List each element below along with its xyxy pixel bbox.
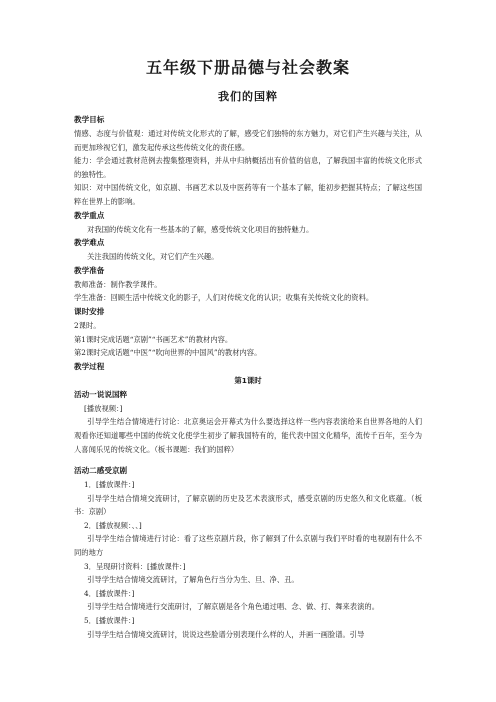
goal-paragraph: 知识：对中国传统文化，如京剧、书画艺术以及中医药等有一个基本了解，能初步把握其特点；了解这些国粹在世界上的影响。 <box>74 183 422 206</box>
activity2-line: 3．呈现研讨资料：[播放课件：] <box>84 561 186 571</box>
schedule-heading: 课时安排 <box>74 306 105 316</box>
goal-paragraph: 情感、态度与价值观：通过对传统文化形式的了解，感受它们独特的东方魅力，对它们产生兴趣与关注，从而更加珍视它们，激发起传承这些传统文化的责任感。 <box>74 129 422 152</box>
schedule-line: 2课时。 <box>74 320 101 330</box>
activity2-paragraph: 引导学生结合情境交流研讨，了解角色行当分为生、旦、净、丑。 <box>87 575 299 585</box>
activity2-paragraph: 引导学生结合情境交流研讨，了解京剧的历史及艺术表演形式，感受京剧的历史悠久和文化底蕴。（板书：京剧） <box>74 493 422 517</box>
activity1-heading: 活动一说说国粹 <box>74 389 128 399</box>
prep-heading: 教学准备 <box>74 265 105 275</box>
difficulty-paragraph: 关注我国的传统文化，对它们产生兴趣。 <box>87 252 219 262</box>
document-page <box>74 58 422 641</box>
schedule-line: 第2课时完成话题“中医”“吹向世界的中国风”的教材内容。 <box>74 348 262 358</box>
document-title: 五年级下册品德与社会教案 <box>145 58 350 77</box>
goal-paragraph: 能力：学会通过教材范例去搜集整理资料，并从中归纳概括出有价值的信息，了解我国丰富的传统文化形式的独特性。 <box>74 156 422 179</box>
activity2-paragraph: 引导学生结合情境交流研讨，说说这些脸谱分别表现什么样的人，并画一画脸谱。引导 <box>87 629 365 639</box>
activity1-line: [播放视频：] <box>84 403 123 413</box>
activity2-line: 2．[播放视频：、、] <box>84 520 142 530</box>
key-paragraph: 对我国的传统文化有一些基本的了解，感受传统文化项目的独特魅力。 <box>87 224 314 234</box>
lesson1-heading: 第1课时 <box>234 375 262 385</box>
section-gap <box>74 456 422 464</box>
schedule-line: 第1课时完成话题“京剧”“书画艺术”的教材内容。 <box>74 334 233 344</box>
goals-heading: 教学目标 <box>74 115 105 124</box>
process-heading: 教学过程 <box>74 361 105 371</box>
difficulty-heading: 教学难点 <box>74 238 105 248</box>
prep-paragraph: 教师准备：制作教学课件。 <box>74 279 162 289</box>
activity1-paragraph: 引导学生结合情境进行讨论：北京奥运会开幕式为什么要选择这样一些内容表演给来自世界各地的人们观看你还知道哪些中国的传统文化使学生初步了解我国特有的，能代表中国文化精华，流传千百年，至今为人喜闻乐见的传统文化。（板书课题：我们的国粹） <box>74 417 422 454</box>
activity2-paragraph: 引导学生结合情境进行交流研讨，了解京剧是各个角色通过唱、念、做、打、舞来表演的。 <box>87 602 379 612</box>
activity2-line: 4．[播放课件：] <box>84 588 135 598</box>
activity2-heading: 活动二感受京剧 <box>74 466 128 476</box>
key-heading: 教学重点 <box>74 210 105 220</box>
activity2-line: 5．[播放课件：] <box>84 616 135 626</box>
document-subtitle: 我们的国粹 <box>218 90 278 103</box>
activity2-line: 1．[播放课件：] <box>84 480 135 490</box>
prep-paragraph: 学生准备：回顾生活中传统文化的影子，人们对传统文化的认识；收集有关传统文化的资料。 <box>74 293 374 303</box>
activity2-paragraph: 引导学生结合情境进行讨论：看了这些京剧片段，你了解到了什么京剧与我们平时看的电视剧有什么不同的地方 <box>74 534 422 558</box>
